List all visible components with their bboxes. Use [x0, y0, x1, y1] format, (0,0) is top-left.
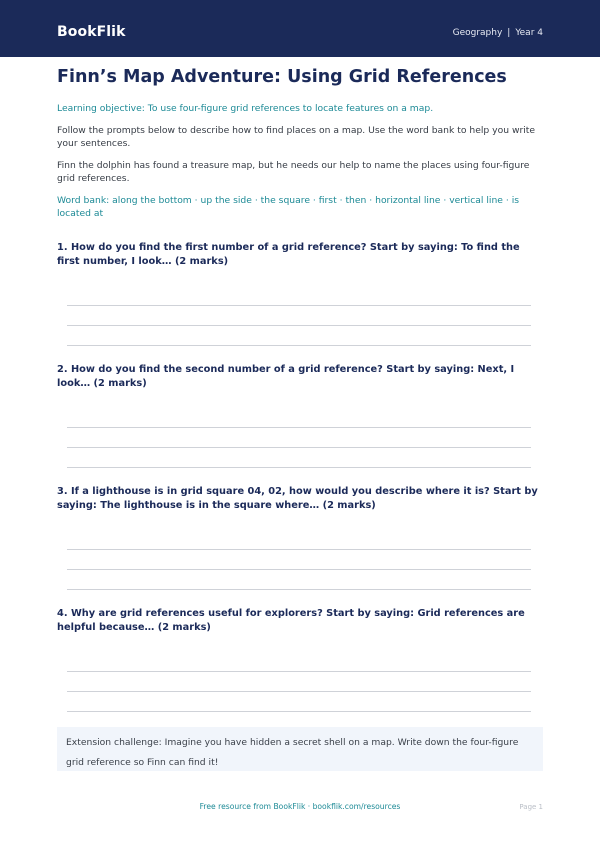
question-4	[57, 607, 543, 635]
page-number: Page 1	[519, 803, 543, 811]
question-1	[57, 241, 543, 269]
page-footer	[0, 802, 600, 814]
story-text: Finn the dolphin has found a treasure map, but he needs our help to name the places using four-figure grid references.	[57, 160, 530, 184]
question-text: 3. If a lighthouse is in grid square 04, 02, how would you describe where it is? Start by saying: The lighthouse is in the square where… (2 marks)	[57, 486, 538, 511]
word-bank: Word bank: along the bottom · up the side · the square · first · then · horizontal line · vertical line · is located at	[57, 195, 520, 219]
brand-logo[interactable]: BookFlik	[57, 24, 126, 40]
answer-line[interactable]	[67, 325, 531, 326]
instructions-text: Follow the prompts below to describe how to find places on a map. Use the word bank to help you write your sentences.	[57, 125, 536, 149]
question-text: 2. How do you find the second number of a grid reference? Start by saying: Next, I look… (2 marks)	[57, 364, 515, 389]
subject-label	[453, 28, 543, 38]
page-header	[0, 0, 600, 57]
subject-separator: |	[507, 28, 511, 38]
year-label: Year 4	[515, 28, 543, 38]
answer-line[interactable]	[67, 345, 531, 346]
extension-challenge	[57, 727, 543, 771]
page-title: Finn’s Map Adventure: Using Grid References	[57, 67, 507, 87]
extension-text: Extension challenge: Imagine you have hidden a secret shell on a map. Write down the four-figure grid reference so Finn can find it!	[66, 737, 519, 768]
answer-line[interactable]	[67, 569, 531, 570]
question-text: 1. How do you find the first number of a grid reference? Start by saying: To find the first number, I look… (2 marks)	[57, 242, 520, 267]
answer-line[interactable]	[67, 447, 531, 448]
answer-line[interactable]	[67, 549, 531, 550]
subject-name: Geography	[452, 28, 503, 38]
learning-objective: Learning objective: To use four-figure grid references to locate features on a map.	[57, 103, 434, 114]
footer-link[interactable]: Free resource from BookFlik · bookflik.com/resources	[199, 802, 401, 811]
answer-line[interactable]	[67, 711, 531, 712]
answer-line[interactable]	[67, 305, 531, 306]
answer-line[interactable]	[67, 671, 531, 672]
answer-line[interactable]	[67, 691, 531, 692]
question-2	[57, 363, 543, 391]
question-3	[57, 485, 543, 513]
answer-line[interactable]	[67, 589, 531, 590]
answer-line[interactable]	[67, 427, 531, 428]
answer-line[interactable]	[67, 467, 531, 468]
question-text: 4. Why are grid references useful for explorers? Start by saying: Grid references are helpful because… (2 marks)	[57, 608, 525, 633]
intro-section	[57, 66, 543, 220]
